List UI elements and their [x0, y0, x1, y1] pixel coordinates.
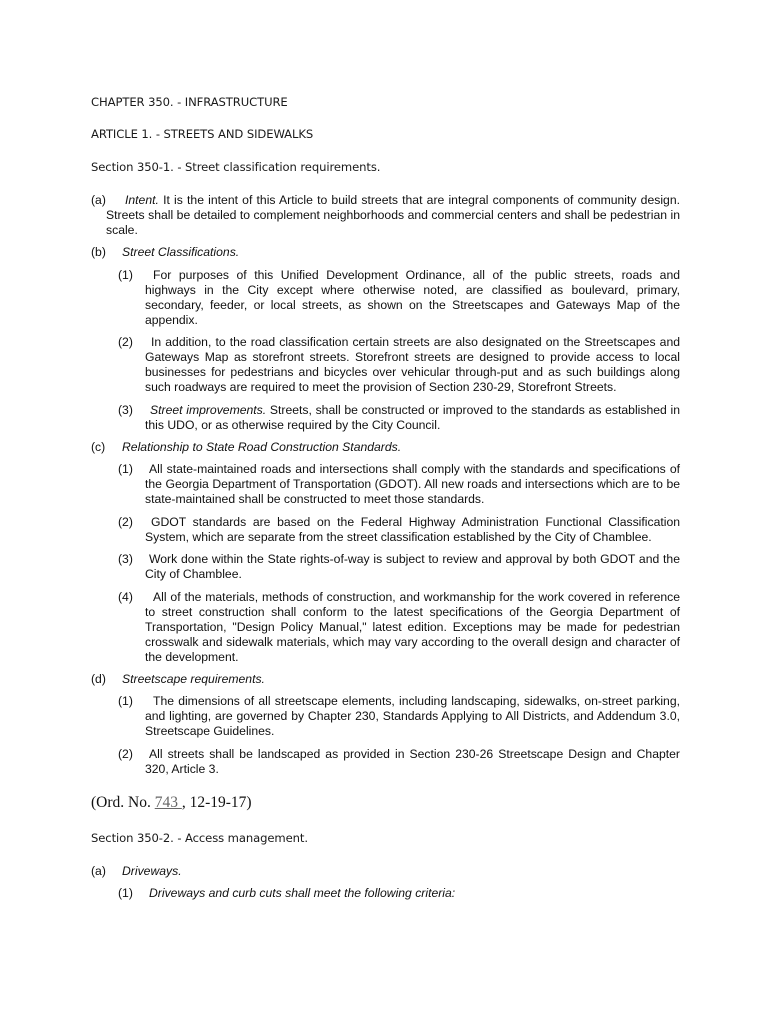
- item-d-label: (d): [91, 672, 106, 686]
- item-d2-label: (2): [118, 747, 133, 761]
- item-a-text: It is the intent of this Article to build streets that are integral components of community design. Streets shall be detailed to complement neighborhoods and commercial centers and shall be pedestrian in scale.: [106, 193, 680, 237]
- item-b1-label: (1): [118, 268, 133, 282]
- item-c2-text: GDOT standards are based on the Federal Highway Administration Functional Classification System, which are separate from the street classification established by the City of Chamblee.: [145, 515, 680, 544]
- item-a-title: Intent.: [125, 193, 159, 207]
- item-a-paragraph: [106, 193, 680, 238]
- ordinance-suffix: , 12-19-17): [181, 794, 252, 811]
- item-b2-label: (2): [118, 335, 133, 349]
- item-b3-text: Streets, shall be constructed or improved to the standards as established in this UDO, or as otherwise required by the City Council.: [145, 403, 680, 432]
- section-350-2-heading: Section 350-2. - Access management.: [91, 831, 308, 845]
- section-350-1-heading: Section 350-1. - Street classification requirements.: [91, 160, 381, 174]
- chapter-heading: CHAPTER 350. - INFRASTRUCTURE: [91, 95, 288, 109]
- item-b3-label: (3): [118, 403, 133, 417]
- item-b2-text: In addition, to the road classification certain streets are also designated on the Streetscapes and Gateways Map as storefront streets. Storefront streets are designed to provide access to local businesses for pedestrians and bicycles over vehicular through-put and as such buildings along such roadways are required to meet the provision of Section 230-29, Storefront Streets.: [145, 335, 680, 394]
- item-b3-title: Street improvements.: [150, 403, 267, 417]
- item-b1-text: For purposes of this Unified Development Ordinance, all of the public streets, roads and highways in the City except where otherwise noted, are classified as boulevard, primary, secondary, feeder, or local streets, as shown on the Streetscapes and Gateways Map of the appendix.: [145, 268, 680, 327]
- item-d2-text: All streets shall be landscaped as provided in Section 230-26 Streetscape Design and Chapter 320, Article 3.: [145, 747, 680, 776]
- item-c1-label: (1): [118, 462, 133, 476]
- item-c4-label: (4): [118, 590, 133, 604]
- item-c1-text: All state-maintained roads and intersections shall comply with the standards and specifications of the Georgia Department of Transportation (GDOT). All new roads and intersections which are to be state-maintained shall be constructed to meet those standards.: [145, 462, 680, 506]
- item-c-title: Relationship to State Road Construction Standards.: [122, 440, 402, 454]
- item-c4-text: All of the materials, methods of construction, and workmanship for the work covered in reference to street construction shall conform to the latest specifications of the Georgia Department of Transportation, "Design Policy Manual," latest edition. Exceptions may be made for pedestrian crosswalk and sidewalk materials, which may vary according to the overall design and character of the development.: [145, 590, 680, 664]
- s2-item-a1-label: (1): [118, 886, 133, 900]
- item-c3-text: Work done within the State rights-of-way is subject to review and approval by both GDOT and the City of Chamblee.: [145, 552, 680, 581]
- s2-item-a1-text: Driveways and curb cuts shall meet the following criteria:: [149, 886, 456, 900]
- ordinance-prefix: (Ord. No.: [91, 794, 155, 811]
- item-d1-label: (1): [118, 694, 133, 708]
- ordinance-link[interactable]: 743: [154, 794, 182, 811]
- item-b-title: Street Classifications.: [122, 245, 240, 259]
- item-d1-text: The dimensions of all streetscape elements, including landscaping, sidewalks, on-street parking, and lighting, are governed by Chapter 230, Standards Applying to All Districts, and Addendum 3.0, Streetscape Guidelines.: [145, 694, 680, 738]
- ordinance-reference: [91, 794, 252, 812]
- item-b-label: (b): [91, 245, 106, 259]
- item-b3-paragraph: [145, 403, 680, 433]
- s2-item-a-title: Driveways.: [122, 864, 182, 878]
- item-c2-label: (2): [118, 515, 133, 529]
- item-c3-label: (3): [118, 552, 133, 566]
- item-c-label: (c): [91, 440, 106, 454]
- s2-item-a-label: (a): [91, 864, 106, 878]
- item-d-title: Streetscape requirements.: [122, 672, 265, 686]
- item-a-label: (a): [91, 193, 106, 207]
- article-heading: ARTICLE 1. - STREETS AND SIDEWALKS: [91, 127, 314, 141]
